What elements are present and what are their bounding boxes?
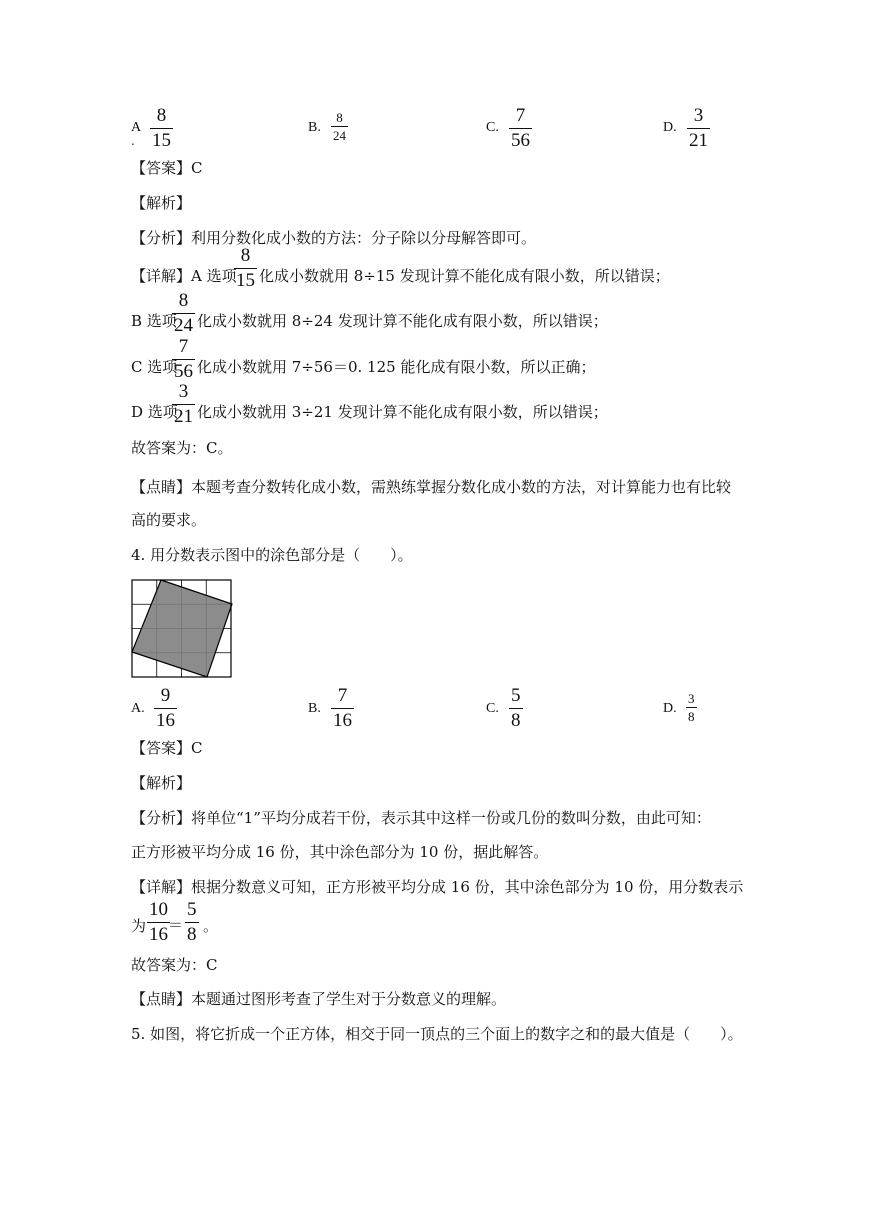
denominator: 21 [174,406,193,427]
numerator: 3 [693,105,704,126]
q3-detail-b-text: 化成小数就用 8÷24 发现计算不能化成有限小数，所以错误； [197,312,608,330]
denominator: 16 [156,710,175,731]
q3-answer: 【答案】C [131,159,203,177]
q4-fenxi-line2: 正方形被平均分成 16 份，其中涂色部分为 10 份，据此解答。 [131,843,549,861]
q3-option-a-fraction [150,106,173,151]
q4-grid-figure [131,579,233,679]
fraction-bar [331,708,354,709]
q4-option-a-fraction [154,686,177,731]
denominator: 16 [333,710,352,731]
q4-option-c-fraction [509,686,523,731]
q4-detail-prefix: 为 [131,917,147,935]
q4-option-a-letter: A. [131,701,145,716]
fraction-bar [150,128,173,129]
q3-option-b-letter: B. [308,120,321,135]
q3-option-b-fraction [331,110,348,143]
denominator: 15 [236,270,255,291]
fraction-bar [185,922,199,923]
q3-dianjing-line1: 【点睛】本题考查分数转化成小数，需熟练掌握分数化成小数的方法，对计算能力也有比较 [131,478,732,496]
denominator: 15 [152,130,171,151]
q3-detail-a-prefix: 【详解】A 选项 [131,267,237,285]
q4-conclusion: 故答案为：C [131,956,218,974]
q4-detail-fraction-1 [147,900,170,945]
fraction-bar [509,128,532,129]
numerator: 10 [149,899,168,920]
denominator: 56 [511,130,530,151]
numerator: 8 [240,245,251,266]
numerator: 7 [337,685,348,706]
q3-detail-a-text: 化成小数就用 8÷15 发现计算不能化成有限小数，所以错误； [259,267,670,285]
q4-option-d-letter: D. [663,701,677,716]
q3-fenxi: 【分析】利用分数化成小数的方法：分子除以分母解答即可。 [131,229,537,247]
q4-fenxi-line1: 【分析】将单位“1”平均分成若干份，表示其中这样一份或几份的数叫分数，由此可知： [131,809,711,827]
numerator: 9 [160,685,171,706]
q4-option-b-fraction [331,686,354,731]
q3-detail-d-prefix: D 选项 [131,403,178,421]
q3-detail-d-fraction [172,382,195,427]
numerator: 7 [515,105,526,126]
denominator: 8 [187,924,197,945]
q3-option-c-letter: C. [486,120,499,135]
q3-dianjing-line2: 高的要求。 [131,511,207,529]
fraction-bar [234,268,257,269]
q3-option-d-fraction [687,106,710,151]
q3-conclusion: 故答案为：C。 [131,439,233,457]
q3-detail-b-prefix: B 选项 [131,312,177,330]
numerator: 7 [178,336,189,357]
q4-detail-fraction-2 [185,900,199,945]
fraction-bar [172,359,195,360]
q4-detail-line1: 【详解】根据分数意义可知，正方形被平均分成 16 份，其中涂色部分为 10 份，用分数表示 [131,878,744,896]
q4-question: 4. 用分数表示图中的涂色部分是（ ）。 [131,546,413,564]
numerator: 8 [336,110,343,125]
q3-detail-c-fraction [172,337,195,382]
q3-detail-b-fraction [172,291,195,336]
q5-question: 5. 如图，将它折成一个正方体，相交于同一顶点的三个面上的数字之和的最大值是（ ）。 [131,1025,743,1043]
q3-option-a-letter: A [131,120,142,135]
fraction-bar [172,404,195,405]
q4-option-d-fraction [686,691,697,724]
q4-analysis-heading: 【解析】 [131,774,192,792]
q3-detail-c-text: 化成小数就用 7÷56＝0. 125 能化成有限小数，所以正确； [197,358,596,376]
fraction-bar [687,128,710,129]
numerator: 3 [688,691,695,706]
equals-sign: ＝ [168,916,184,934]
q4-option-c-letter: C. [486,701,499,716]
fraction-bar [154,708,177,709]
q3-option-d-letter: D. [663,120,677,135]
numerator: 5 [511,685,521,706]
q3-detail-a-fraction [234,246,257,291]
q3-detail-d-text: 化成小数就用 3÷21 发现计算不能化成有限小数，所以错误； [197,403,608,421]
q3-analysis-heading: 【解析】 [131,194,192,212]
numerator: 8 [156,105,167,126]
fraction-bar [686,707,697,708]
denominator: 56 [174,361,193,382]
fraction-bar [172,313,195,314]
denominator: 16 [149,924,168,945]
q3-detail-c-prefix: C 选项 [131,358,178,376]
fraction-bar [509,708,523,709]
numerator: 8 [178,290,189,311]
q3-option-c-fraction [509,106,532,151]
denominator: 8 [511,710,521,731]
dot-mark: . [131,134,135,148]
denominator: 24 [174,315,193,336]
q4-dianjing: 【点睛】本题通过图形考查了学生对于分数意义的理解。 [131,990,507,1008]
fraction-bar [147,922,170,923]
numerator: 5 [187,899,197,920]
q4-answer: 【答案】C [131,739,203,757]
denominator: 21 [689,130,708,151]
shaded-square [132,580,232,677]
fraction-bar [331,126,348,127]
denominator: 8 [688,709,695,724]
q4-option-b-letter: B. [308,701,321,716]
q4-detail-end: 。 [203,917,219,935]
numerator: 3 [178,381,189,402]
denominator: 24 [333,128,346,143]
